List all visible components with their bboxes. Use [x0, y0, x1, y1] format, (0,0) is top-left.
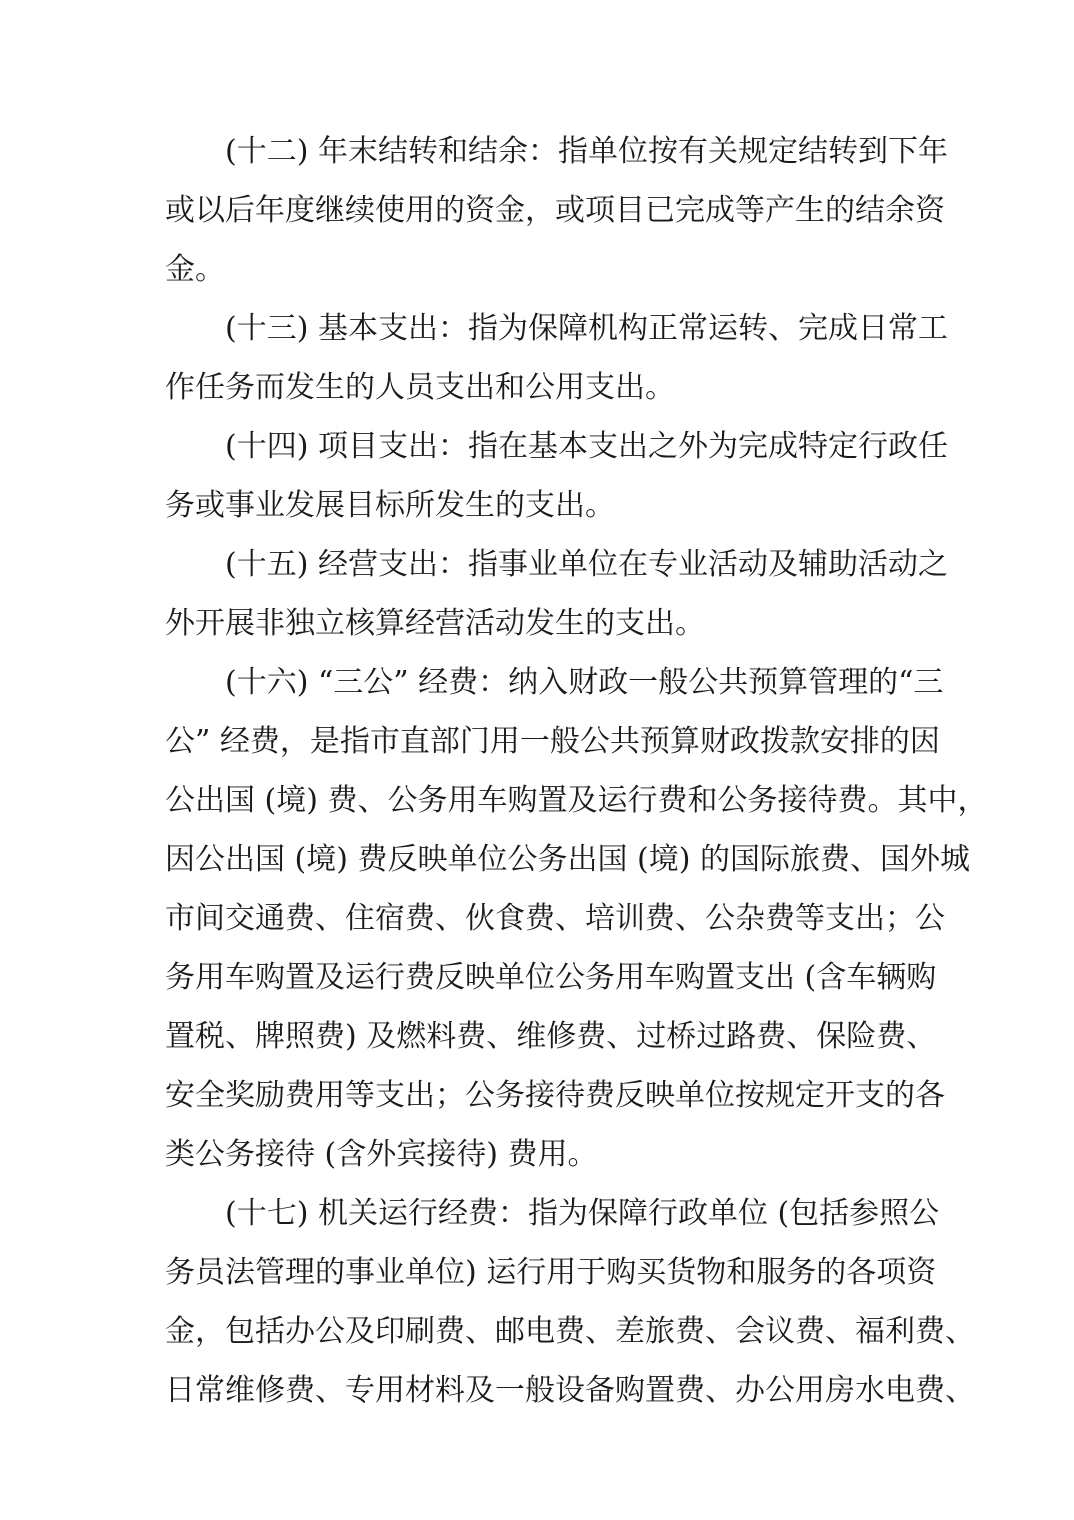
text-line: (十七) 机关运行经费：指为保障行政单位 (包括参照公 [165, 1196, 940, 1231]
text-line: 公出国 (境) 费、公务用车购置及运行费和公务接待费。其中， [165, 783, 988, 818]
paragraph-15-operating-expenditure [165, 535, 948, 653]
text-line: 日常维修费、专用材料及一般设备购置费、办公用房水电费、 [165, 1373, 975, 1408]
text-line: 务员法管理的事业单位) 运行用于购买货物和服务的各项资 [165, 1255, 937, 1290]
text-line: 类公务接待 (含外宾接待) 费用。 [165, 1137, 598, 1172]
document-body [165, 122, 988, 1420]
text-line: 或以后年度继续使用的资金，或项目已完成等产生的结余资 [165, 193, 945, 228]
text-line: 置税、牌照费) 及燃料费、维修费、过桥过路费、保险费、 [165, 1019, 937, 1054]
text-line: 金。 [165, 252, 225, 287]
text-line: 金，包括办公及印刷费、邮电费、差旅费、会议费、福利费、 [165, 1314, 975, 1349]
paragraph-13-basic-expenditure [165, 299, 948, 417]
paragraph-17-agency-operating-funds [165, 1184, 975, 1420]
text-line: 务或事业发展目标所发生的支出。 [165, 488, 615, 523]
text-line: (十四) 项目支出：指在基本支出之外为完成特定行政任 [165, 429, 948, 464]
text-line: 公” 经费，是指市直部门用一般公共预算财政拨款安排的因 [165, 724, 940, 759]
text-line: (十六) “三公” 经费：纳入财政一般公共预算管理的“三 [165, 665, 944, 700]
text-line: 作任务而发生的人员支出和公用支出。 [165, 370, 675, 405]
paragraph-14-project-expenditure [165, 417, 948, 535]
text-line: 务用车购置及运行费反映单位公务用车购置支出 (含车辆购 [165, 960, 937, 995]
paragraph-16-three-public-funds [165, 653, 988, 1184]
text-line: 市间交通费、住宿费、伙食费、培训费、公杂费等支出；公 [165, 901, 945, 936]
text-line: (十二) 年末结转和结余：指单位按有关规定结转到下年 [165, 134, 948, 169]
paragraph-12-year-end-carryover [165, 122, 948, 299]
text-line: (十三) 基本支出：指为保障机构正常运转、完成日常工 [165, 311, 948, 346]
text-line: (十五) 经营支出：指事业单位在专业活动及辅助活动之 [165, 547, 948, 582]
text-line: 因公出国 (境) 费反映单位公务出国 (境) 的国际旅费、国外城 [165, 842, 970, 877]
text-line: 外开展非独立核算经营活动发生的支出。 [165, 606, 705, 641]
text-line: 安全奖励费用等支出；公务接待费反映单位按规定开支的各 [165, 1078, 945, 1113]
